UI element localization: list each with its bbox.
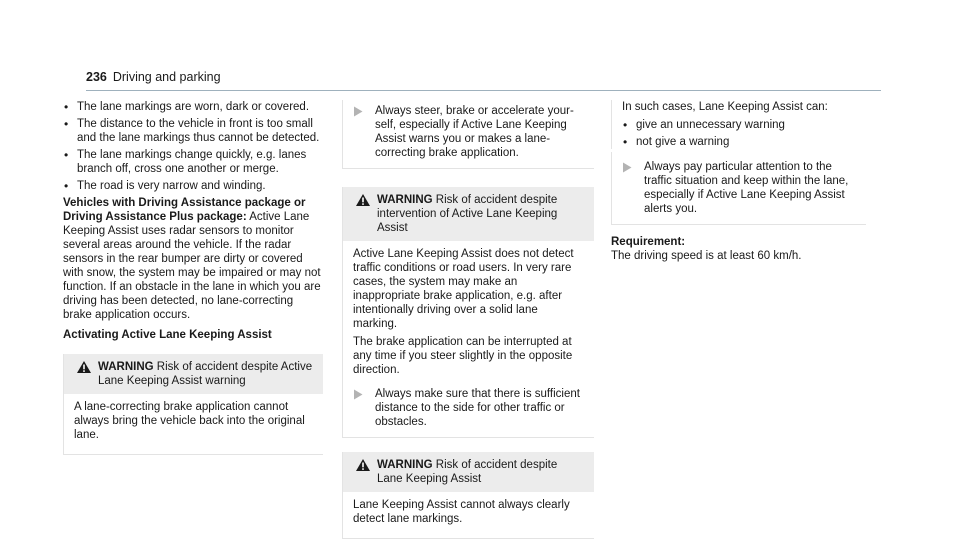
warning-box [342,187,594,438]
warning-label: WARNING [377,194,433,206]
activating-heading: Activating Active Lane Keeping Assist [63,329,272,341]
column-2 [342,100,594,539]
warning-triangle-icon [355,193,371,207]
arrow-right-icon [622,160,644,216]
note-box [342,100,594,169]
vehicles-paragraph [63,196,323,322]
warning-text: The brake application can be interrupted at any time if you steer slightly in the opposite direction. [353,336,573,376]
warning-header [343,452,594,492]
warning-title: Risk of accident despite Active Lane Keeping Assist warning [98,361,313,387]
cases-list [622,118,866,149]
warning-text: Lane Keeping Assist cannot always clearly detect lane markings. [353,499,570,525]
cases-block [611,100,866,149]
note-text: Always steer, brake or accelerate your-self, especially if Active Lane Keeping Assist warns you or makes a lane-correcting brake application. [375,105,574,159]
warning-text: A lane-correcting brake application cannot always bring the vehicle back into the original lane. [74,401,305,441]
note-text: Always pay particular attention to the traffic situation and keep within the lane, especially if Active Lane Keeping Assist alerts you. [644,161,849,215]
note-text: Always make sure that there is sufficient distance to the side for other traffic or obstacles. [375,388,580,428]
page-number: 236 [86,70,107,84]
warning-title: Risk of accident despite Lane Keeping Assist [377,459,558,485]
warning-triangle-icon [76,360,92,374]
warning-text: Active Lane Keeping Assist does not detect traffic conditions or road users. In very rare cases, the system may make an inappropriate brake application, e.g. after intentionally driving over a solid lane marking. [353,248,574,330]
warning-label: WARNING [377,459,433,471]
column-1 [63,100,323,455]
page-header [86,70,881,91]
arrow-right-icon [353,387,375,429]
warning-box [63,354,323,455]
list-item: • give an unnecessary warning [622,118,866,132]
warning-body [64,394,323,454]
note-box [611,152,866,225]
list-item: • The distance to the vehicle in front is too small and the lane markings thus cannot be detected. [63,117,323,145]
requirement-label: Requirement: [611,236,686,248]
warning-box [342,452,594,539]
warning-body [343,241,594,437]
cases-intro: In such cases, Lane Keeping Assist can: [622,101,828,113]
column-3 [611,100,866,267]
arrow-right-icon [353,104,375,160]
list-item: • not give a warning [622,135,866,149]
list-item: • The lane markings are worn, dark or covered. [63,100,323,114]
requirement-text: The driving speed is at least 60 km/h. [611,250,802,262]
list-item: • The road is very narrow and winding. [63,179,323,193]
warning-triangle-icon [355,458,371,472]
vehicles-label: Vehicles with Driving Assistance package or Driving Assistance Plus package: [63,197,306,223]
section-title: Driving and parking [112,70,221,84]
note-box [353,381,584,429]
vehicles-text: Active Lane Keeping Assist uses radar sensors to monitor several areas around the vehicle. If the radar sensors in the rear bumper are dirty or covered with snow, the system may be impaired or may not function. If an obstacle in the lane in which you are driving has been detected, no lane-correcting brake application occurs. [63,211,321,321]
warning-title: Risk of accident despite intervention of Active Lane Keeping Assist [377,194,558,234]
list-item: • The lane markings change quickly, e.g. lanes branch off, cross one another or merge. [63,148,323,176]
warning-label: WARNING [98,361,154,373]
warning-header [64,354,323,394]
warning-header [343,187,594,241]
condition-list [63,100,323,193]
warning-body [343,492,594,538]
